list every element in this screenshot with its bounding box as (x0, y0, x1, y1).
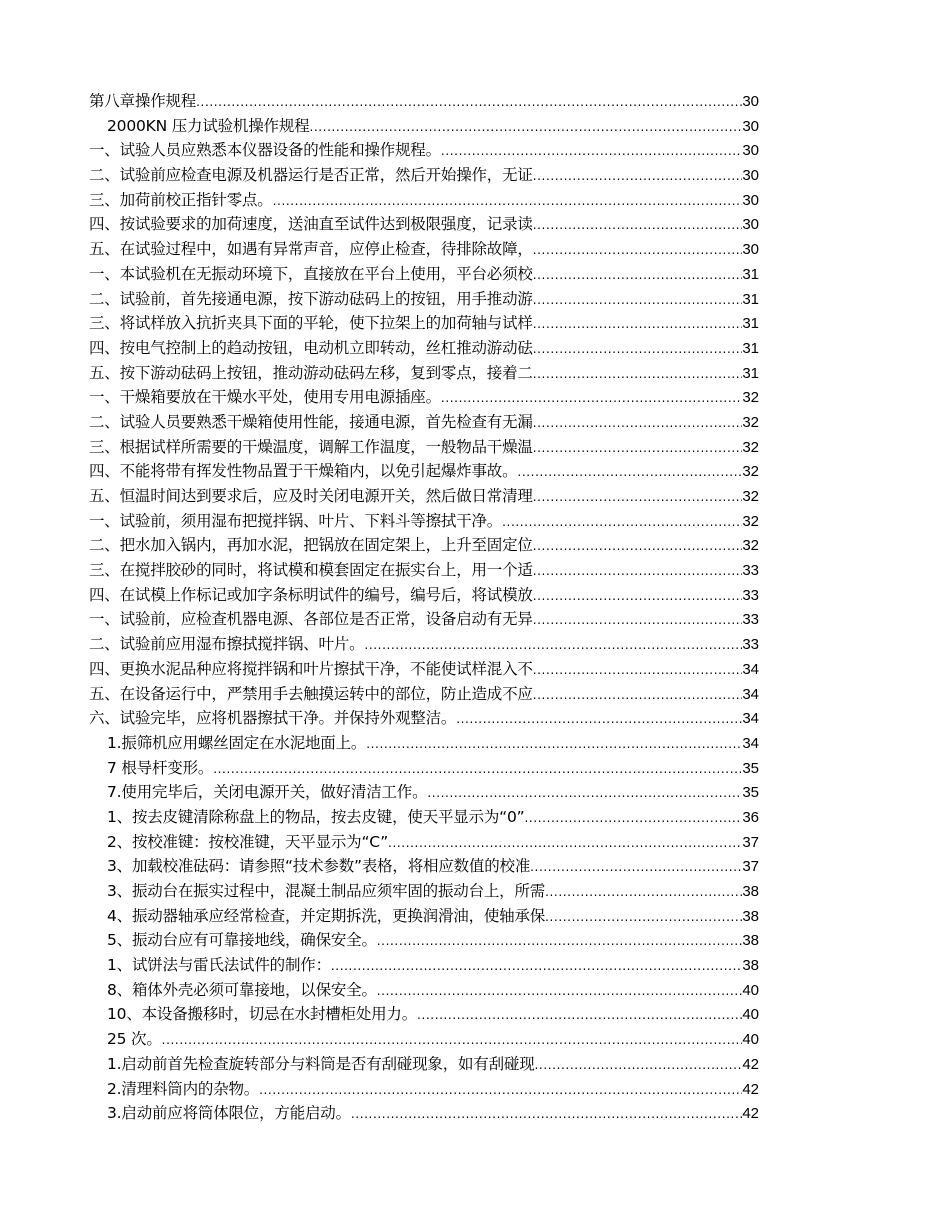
toc-entry-page-number: 32 (742, 438, 759, 456)
toc-dot-leader (196, 90, 742, 115)
toc-entry[interactable] (89, 706, 759, 731)
toc-entry-title: 五、在试验过程中，如遇有异常声音，应停止检查，待排除故障， (89, 240, 533, 259)
toc-entry[interactable] (89, 287, 759, 312)
toc-dot-leader (533, 337, 743, 362)
toc-entry[interactable] (89, 928, 759, 953)
toc-entry-page-number: 38 (742, 957, 759, 975)
toc-entry[interactable] (89, 1101, 759, 1126)
toc-entry-title: 一、试验人员应熟悉本仪器设备的性能和操作规程。 (89, 141, 441, 160)
toc-dot-leader (533, 658, 743, 683)
toc-entry-page-number: 31 (742, 364, 759, 382)
toc-entry-page-number: 40 (742, 1031, 759, 1049)
toc-entry-title: 一、本试验机在无振动环境下，直接放在平台上使用，平台必须校 (89, 264, 533, 283)
toc-dot-leader (162, 1028, 743, 1053)
toc-entry[interactable] (89, 978, 759, 1003)
toc-entry-page-number: 37 (742, 833, 759, 851)
toc-entry-page-number: 40 (742, 981, 759, 999)
toc-dot-leader (456, 707, 742, 732)
toc-entry-page-number: 38 (742, 883, 759, 900)
toc-dot-leader (533, 584, 743, 609)
toc-dot-leader (517, 460, 742, 485)
toc-entry-page-number: 30 (742, 241, 759, 259)
toc-entry[interactable] (89, 1027, 759, 1052)
toc-entry-page-number: 33 (742, 611, 759, 629)
toc-entry[interactable] (89, 953, 759, 978)
toc-entry-page-number: 32 (742, 537, 759, 555)
toc-entry[interactable] (89, 435, 759, 460)
toc-entry-page-number: 30 (742, 117, 759, 135)
toc-dot-leader (213, 757, 742, 782)
toc-entry-title: 四、按电气控制上的趋动按钮，电动机立即转动，丝杠推动游动砝 (89, 338, 533, 357)
toc-entry-title: 3.启动前应将筒体限位，方能启动。 (107, 1104, 351, 1123)
toc-entry[interactable] (89, 854, 759, 879)
toc-entry[interactable] (89, 558, 759, 583)
toc-entry[interactable] (89, 212, 759, 237)
toc-entry[interactable] (89, 731, 759, 756)
toc-entry-page-number: 38 (742, 907, 759, 925)
toc-dot-leader (427, 781, 742, 806)
toc-entry-page-number: 30 (742, 167, 759, 185)
toc-entry-title: 二、试验人员要熟悉干燥箱使用性能，接通电源，首先检查有无漏 (89, 412, 533, 431)
toc-entry-page-number: 42 (742, 1080, 759, 1098)
toc-entry[interactable] (89, 262, 759, 287)
toc-entry-title: 1、按去皮键清除称盘上的物品，按去皮键，使天平显示为“0” (107, 807, 525, 826)
toc-dot-leader (545, 905, 742, 930)
toc-entry[interactable] (89, 311, 759, 336)
toc-entry-title: 4、振动器轴承应经常检查，并定期拆洗，更换润滑油，使轴承保 (107, 906, 546, 925)
toc-entry-title: 三、在搅拌胶砂的同时，将试模和模套固定在振实台上，用一个适 (89, 561, 533, 580)
toc-entry-page-number: 31 (742, 315, 759, 333)
toc-entry-page-number: 40 (742, 1006, 759, 1024)
toc-entry-page-number: 32 (742, 512, 759, 530)
toc-entry-title: 四、更换水泥品种应将搅拌锅和叶片擦拭干净，不能使试样混入不 (89, 659, 533, 678)
toc-entry-page-number: 34 (742, 685, 759, 703)
toc-entry-page-number: 32 (742, 389, 759, 407)
toc-entry[interactable] (89, 410, 759, 435)
toc-entry-title: 二、把水加入锅内，再加水泥，把锅放在固定架上，上升至固定位 (89, 536, 533, 555)
toc-entry[interactable] (89, 607, 759, 632)
toc-entry-title: 五、恒温时间达到要求后，应及时关闭电源开关，然后做日常清理 (89, 487, 533, 505)
toc-entry[interactable] (89, 336, 759, 361)
toc-entry-title: 一、试验前，须用湿布把搅拌锅、叶片、下料斗等擦拭干净。 (89, 511, 503, 530)
toc-entry-title: 三、加荷前校正指针零点。 (89, 190, 273, 209)
toc-entry[interactable] (89, 114, 759, 139)
toc-entry-title: 2000KN 压力试验机操作规程 (107, 116, 310, 135)
toc-dot-leader (545, 880, 742, 905)
toc-dot-leader (530, 855, 742, 880)
toc-entry-title: 1.振筛机应用螺丝固定在水泥地面上。 (107, 733, 367, 752)
toc-entry-title: 六、试验完毕，应将机器擦拭干净。并保持外观整洁。 (89, 709, 457, 728)
toc-entry-title: 二、试验前，首先接通电源，按下游动砝码上的按钮，用手推动游 (89, 289, 533, 308)
toc-entry-title: 第八章操作规程 (89, 92, 197, 110)
toc-entry[interactable] (89, 879, 759, 904)
toc-dot-leader (533, 608, 743, 633)
toc-dot-leader (533, 312, 743, 337)
toc-dot-leader (533, 534, 743, 559)
toc-entry-page-number: 34 (742, 710, 759, 728)
toc-entry-page-number: 32 (742, 413, 759, 431)
toc-entry-page-number: 42 (742, 1105, 759, 1123)
toc-entry-page-number: 31 (742, 339, 759, 357)
toc-entry-title: 8、箱体外壳必须可靠接地，以保安全。 (107, 980, 377, 999)
toc-entry-page-number: 33 (742, 562, 759, 580)
toc-entry-page-number: 32 (742, 463, 759, 481)
toc-entry-page-number: 37 (742, 858, 759, 876)
toc-entry[interactable] (89, 780, 759, 805)
table-of-contents (89, 89, 759, 1126)
toc-dot-leader (273, 189, 743, 214)
toc-entry[interactable] (89, 1052, 759, 1077)
toc-dot-leader (441, 139, 742, 164)
toc-dot-leader (533, 683, 743, 708)
toc-entry-title: 7.使用完毕后，关闭电源开关，做好清洁工作。 (107, 783, 428, 802)
toc-dot-leader (533, 362, 743, 387)
toc-dot-leader (331, 954, 742, 979)
toc-entry-title: 一、干燥箱要放在干燥水平处，使用专用电源插座。 (89, 388, 441, 407)
toc-entry[interactable] (89, 361, 759, 386)
toc-entry[interactable] (89, 583, 759, 608)
toc-entry-title: 四、按试验要求的加荷速度，送油直至试件达到极限强度，记录读 (89, 215, 533, 234)
toc-entry-page-number: 35 (742, 759, 759, 777)
toc-entry-title: 二、试验前应用湿布擦拭搅拌锅、叶片。 (89, 635, 365, 654)
toc-entry-page-number: 30 (742, 191, 759, 209)
toc-dot-leader (533, 164, 743, 189)
toc-dot-leader (417, 1003, 742, 1028)
toc-entry-page-number: 33 (742, 636, 759, 654)
toc-entry[interactable] (89, 657, 759, 682)
toc-entry[interactable] (89, 1077, 759, 1102)
toc-entry-page-number: 35 (742, 784, 759, 802)
toc-entry-title: 2.清理料筒内的杂物。 (107, 1079, 260, 1098)
toc-dot-leader (309, 115, 742, 140)
toc-entry-page-number: 34 (742, 660, 759, 678)
toc-dot-leader (533, 411, 743, 436)
toc-entry-title: 四、在试模上作标记或加字条标明试件的编号，编号后，将试模放 (89, 585, 533, 604)
toc-entry-page-number: 30 (742, 216, 759, 234)
toc-entry-title: 2、按校准键：按校准键，天平显示为“C” (107, 832, 389, 851)
toc-entry-title: 五、在设备运行中，严禁用手去触摸运转中的部位，防止造成不应 (89, 684, 533, 703)
toc-entry-page-number: 30 (742, 93, 759, 110)
toc-entry[interactable] (89, 632, 759, 657)
toc-dot-leader (533, 485, 743, 510)
toc-entry-page-number: 36 (742, 808, 759, 826)
toc-dot-leader (533, 213, 743, 238)
toc-entry[interactable] (89, 237, 759, 262)
toc-entry[interactable] (89, 805, 759, 830)
toc-entry-title: 二、试验前应检查电源及机器运行是否正常，然后开始操作，无证 (89, 166, 533, 185)
toc-entry[interactable] (89, 89, 759, 114)
toc-entry-page-number: 42 (742, 1055, 759, 1073)
toc-entry-title: 三、根据试样所需要的干燥温度，调解工作温度，一般物品干燥温 (89, 437, 533, 456)
toc-entry[interactable] (89, 756, 759, 781)
toc-entry-title: 五、按下游动砝码上按钮，推动游动砝码左移，复到零点，接着二 (89, 363, 533, 382)
toc-dot-leader (364, 633, 742, 658)
toc-entry-title: 5、振动台应有可靠接地线，确保安全。 (107, 931, 377, 950)
toc-entry-title: 3、加载校准砝码：请参照“技术参数”表格，将相应数值的校准 (107, 857, 531, 876)
toc-entry-title: 7 根导杆变形。 (107, 758, 214, 777)
toc-entry[interactable] (89, 904, 759, 929)
toc-entry-title: 一、试验前，应检查机器电源、各部位是否正常，设备启动有无异 (89, 610, 533, 629)
toc-entry[interactable] (89, 188, 759, 213)
toc-dot-leader (377, 979, 743, 1004)
toc-entry[interactable] (89, 1002, 759, 1027)
toc-entry[interactable] (89, 459, 759, 484)
toc-entry-title: 四、不能将带有挥发性物品置于干燥箱内，以免引起爆炸事故。 (89, 462, 518, 481)
toc-entry-title: 1.启动前首先检查旋转部分与料筒是否有刮碰现象，如有刮碰现 (107, 1054, 535, 1073)
toc-dot-leader (533, 436, 743, 461)
toc-dot-leader (259, 1078, 742, 1103)
toc-entry-page-number: 30 (742, 142, 759, 160)
toc-dot-leader (533, 559, 743, 584)
toc-entry-page-number: 33 (742, 586, 759, 604)
toc-dot-leader (351, 1102, 742, 1127)
toc-dot-leader (377, 929, 743, 954)
toc-entry[interactable] (89, 385, 759, 410)
toc-entry-title: 3、振动台在振实过程中，混凝土制品应须牢固的振动台上，所需 (107, 882, 546, 900)
toc-dot-leader (533, 238, 743, 263)
toc-entry-page-number: 31 (742, 290, 759, 308)
toc-dot-leader (525, 806, 743, 831)
toc-entry[interactable] (89, 138, 759, 163)
toc-dot-leader (388, 831, 742, 856)
toc-entry[interactable] (89, 533, 759, 558)
toc-entry[interactable] (89, 509, 759, 534)
toc-entry-title: 1、试饼法与雷氏法试件的制作： (107, 956, 331, 975)
toc-dot-leader (533, 263, 743, 288)
toc-dot-leader (533, 288, 743, 313)
toc-entry-page-number: 38 (742, 932, 759, 950)
toc-entry[interactable] (89, 830, 759, 855)
toc-entry-page-number: 31 (742, 265, 759, 283)
toc-entry[interactable] (89, 163, 759, 188)
toc-dot-leader (441, 386, 742, 411)
toc-entry-title: 10、本设备搬移时，切忌在水封槽柜处用力。 (107, 1005, 418, 1024)
toc-dot-leader (535, 1053, 743, 1078)
toc-entry[interactable] (89, 484, 759, 509)
toc-entry-title: 25 次。 (107, 1030, 162, 1049)
toc-entry-page-number: 32 (742, 488, 759, 505)
toc-entry-page-number: 34 (742, 734, 759, 752)
toc-dot-leader (366, 732, 742, 757)
toc-entry-title: 三、将试样放入抗折夹具下面的平轮，使下拉架上的加荷轴与试样 (89, 314, 533, 333)
toc-dot-leader (502, 510, 742, 535)
toc-entry[interactable] (89, 682, 759, 707)
